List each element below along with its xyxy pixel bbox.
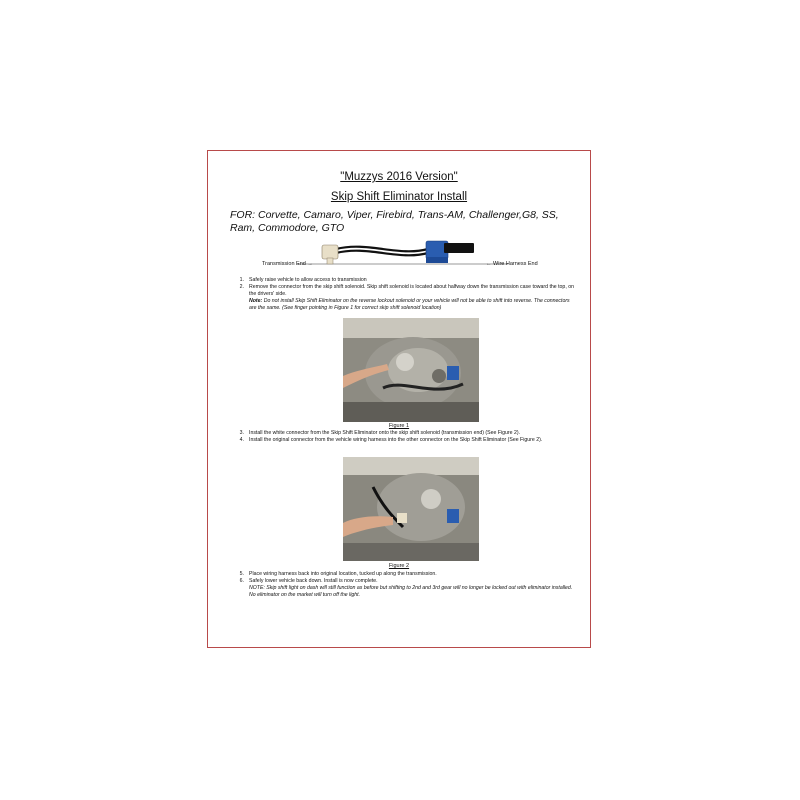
figure-2-photo bbox=[343, 457, 479, 561]
document-title: "Muzzys 2016 Version" bbox=[340, 171, 458, 183]
wire-harness-end-label: ← Wire Harness End bbox=[486, 261, 538, 267]
steps-group-2 bbox=[230, 430, 575, 444]
transmission-end-label: Transmission End → bbox=[262, 261, 313, 267]
instruction-page bbox=[207, 150, 591, 648]
figure-2-caption: Figure 2 bbox=[388, 563, 410, 569]
note-warning: Note: Do not install Skip Shift Eliminator on the reverse lockout solenoid or your vehicle will not be able to shift into reverse. The connectors are the same. (See finger pointing in Figure 1 for correct skip shift solenoid location) bbox=[249, 297, 570, 311]
list-item: 1. Safely raise vehicle to allow access to transmission bbox=[239, 277, 367, 283]
harness-illustration bbox=[258, 237, 548, 273]
document-subtitle: Skip Shift Eliminator Install bbox=[330, 191, 468, 203]
list-item: 5. Place wiring harness back into original location, tucked up along the transmission. bbox=[239, 571, 437, 577]
figure-1-photo bbox=[343, 318, 479, 422]
figure-1-caption: Figure 1 bbox=[388, 423, 410, 429]
list-item: 6. Safely lower vehicle back down. Install is now complete. bbox=[239, 578, 378, 585]
list-item: 4. Install the original connector from the vehicle wiring harness into the other connector on the Skip Shift Eliminator (See Figure 2). bbox=[239, 437, 543, 444]
compatibility-line: FOR: Corvette, Camaro, Viper, Firebird, Trans-AM, Challenger,G8, SS, Ram, Commodore, GTO bbox=[230, 209, 559, 234]
skip-shift-eliminator-image bbox=[258, 237, 548, 273]
note-info: NOTE: Skip shift light on dash will still function as before but shifting to 2nd and 3rd gear will no longer be locked out with eliminator installed. No eliminator on the market will turn off the light. bbox=[249, 585, 573, 598]
steps-group-3 bbox=[230, 571, 575, 599]
list-item: 2. Remove the connector from the skip shift solenoid. Skip shift solenoid is located about halfway down the transmission case toward the top, on the drivers' side. bbox=[239, 284, 574, 297]
steps-group-1 bbox=[230, 277, 575, 312]
list-item: 3. Install the white connector from the Skip Shift Eliminator onto the skip shift solenoid (transmission end) (See Figure 2). bbox=[239, 430, 521, 436]
